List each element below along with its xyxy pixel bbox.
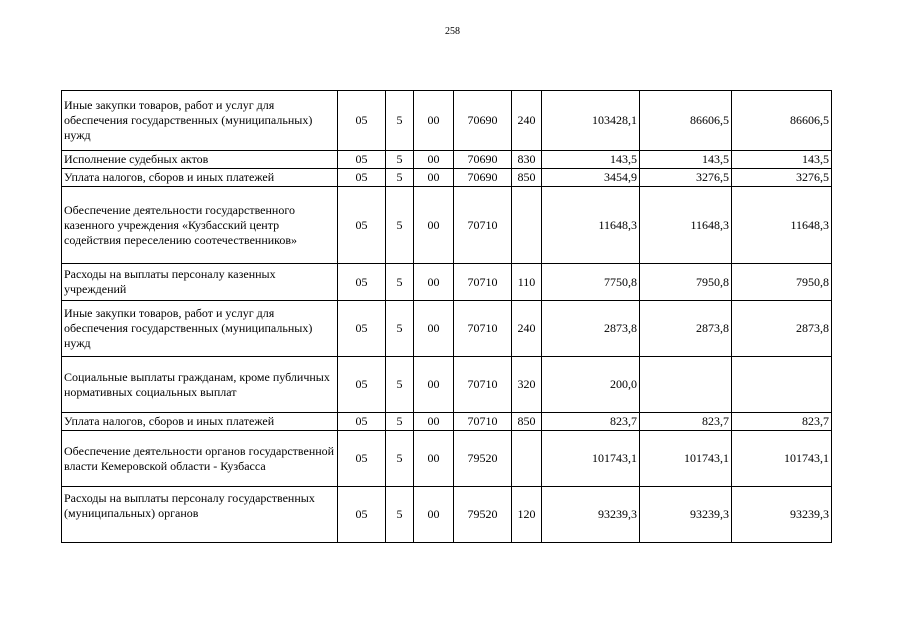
table-row — [62, 169, 832, 187]
subprogram-code: 00 — [414, 413, 454, 431]
row-name: Обеспечение деятельности государственного казенного учреждения «Кузбасский центр содействия переселению соотечественников» — [62, 187, 338, 264]
program-code: 5 — [386, 301, 414, 357]
amount-1: 3454,9 — [542, 169, 640, 187]
amount-1: 93239,3 — [542, 487, 640, 543]
row-name: Исполнение судебных актов — [62, 151, 338, 169]
expense-type-code: 830 — [512, 151, 542, 169]
amount-3: 101743,1 — [732, 431, 832, 487]
expense-type-code — [512, 431, 542, 487]
amount-2: 11648,3 — [640, 187, 732, 264]
subprogram-code: 00 — [414, 431, 454, 487]
expense-type-code: 120 — [512, 487, 542, 543]
row-name: Иные закупки товаров, работ и услуг для обеспечения государственных (муниципальных) нужд — [62, 91, 338, 151]
section-code: 05 — [338, 487, 386, 543]
row-name: Социальные выплаты гражданам, кроме публичных нормативных социальных выплат — [62, 357, 338, 413]
amount-2: 93239,3 — [640, 487, 732, 543]
section-code: 05 — [338, 151, 386, 169]
amount-1: 2873,8 — [542, 301, 640, 357]
row-name: Расходы на выплаты персоналу государственных (муниципальных) органов — [62, 487, 338, 543]
direction-code: 70690 — [454, 151, 512, 169]
direction-code: 70710 — [454, 413, 512, 431]
amount-3: 2873,8 — [732, 301, 832, 357]
direction-code: 70710 — [454, 187, 512, 264]
amount-2 — [640, 357, 732, 413]
amount-2: 86606,5 — [640, 91, 732, 151]
expense-type-code: 110 — [512, 264, 542, 301]
expense-type-code: 850 — [512, 413, 542, 431]
table-row — [62, 151, 832, 169]
row-name: Уплата налогов, сборов и иных платежей — [62, 169, 338, 187]
direction-code: 70690 — [454, 169, 512, 187]
direction-code: 70710 — [454, 264, 512, 301]
table-row — [62, 357, 832, 413]
expense-type-code — [512, 187, 542, 264]
section-code: 05 — [338, 187, 386, 264]
direction-code: 79520 — [454, 487, 512, 543]
page-number: 258 — [445, 26, 460, 37]
amount-2: 7950,8 — [640, 264, 732, 301]
subprogram-code: 00 — [414, 91, 454, 151]
direction-code: 79520 — [454, 431, 512, 487]
subprogram-code: 00 — [414, 301, 454, 357]
amount-2: 2873,8 — [640, 301, 732, 357]
amount-3: 3276,5 — [732, 169, 832, 187]
expense-type-code: 320 — [512, 357, 542, 413]
program-code: 5 — [386, 413, 414, 431]
subprogram-code: 00 — [414, 169, 454, 187]
table-row — [62, 187, 832, 264]
section-code: 05 — [338, 264, 386, 301]
table-row — [62, 413, 832, 431]
amount-2: 823,7 — [640, 413, 732, 431]
section-code: 05 — [338, 431, 386, 487]
table-row — [62, 264, 832, 301]
amount-1: 143,5 — [542, 151, 640, 169]
row-name: Иные закупки товаров, работ и услуг для обеспечения государственных (муниципальных) нужд — [62, 301, 338, 357]
program-code: 5 — [386, 151, 414, 169]
amount-1: 200,0 — [542, 357, 640, 413]
expense-type-code: 240 — [512, 301, 542, 357]
table-row — [62, 431, 832, 487]
amount-3: 143,5 — [732, 151, 832, 169]
amount-1: 103428,1 — [542, 91, 640, 151]
direction-code: 70710 — [454, 357, 512, 413]
section-code: 05 — [338, 169, 386, 187]
amount-1: 823,7 — [542, 413, 640, 431]
table-row — [62, 487, 832, 543]
amount-3: 93239,3 — [732, 487, 832, 543]
direction-code: 70710 — [454, 301, 512, 357]
program-code: 5 — [386, 357, 414, 413]
row-name: Уплата налогов, сборов и иных платежей — [62, 413, 338, 431]
amount-1: 11648,3 — [542, 187, 640, 264]
section-code: 05 — [338, 413, 386, 431]
amount-2: 143,5 — [640, 151, 732, 169]
section-code: 05 — [338, 91, 386, 151]
table-row — [62, 91, 832, 151]
expense-type-code: 850 — [512, 169, 542, 187]
program-code: 5 — [386, 91, 414, 151]
row-name: Расходы на выплаты персоналу казенных учреждений — [62, 264, 338, 301]
amount-2: 101743,1 — [640, 431, 732, 487]
expense-type-code: 240 — [512, 91, 542, 151]
amount-3: 7950,8 — [732, 264, 832, 301]
table-row — [62, 301, 832, 357]
subprogram-code: 00 — [414, 151, 454, 169]
subprogram-code: 00 — [414, 187, 454, 264]
amount-1: 101743,1 — [542, 431, 640, 487]
program-code: 5 — [386, 264, 414, 301]
section-code: 05 — [338, 357, 386, 413]
subprogram-code: 00 — [414, 264, 454, 301]
row-name: Обеспечение деятельности органов государственной власти Кемеровской области - Кузбасса — [62, 431, 338, 487]
program-code: 5 — [386, 431, 414, 487]
section-code: 05 — [338, 301, 386, 357]
amount-3: 823,7 — [732, 413, 832, 431]
amount-3: 86606,5 — [732, 91, 832, 151]
amount-2: 3276,5 — [640, 169, 732, 187]
subprogram-code: 00 — [414, 357, 454, 413]
direction-code: 70690 — [454, 91, 512, 151]
program-code: 5 — [386, 187, 414, 264]
budget-table — [61, 90, 832, 543]
amount-3: 11648,3 — [732, 187, 832, 264]
amount-1: 7750,8 — [542, 264, 640, 301]
subprogram-code: 00 — [414, 487, 454, 543]
amount-3 — [732, 357, 832, 413]
program-code: 5 — [386, 169, 414, 187]
program-code: 5 — [386, 487, 414, 543]
